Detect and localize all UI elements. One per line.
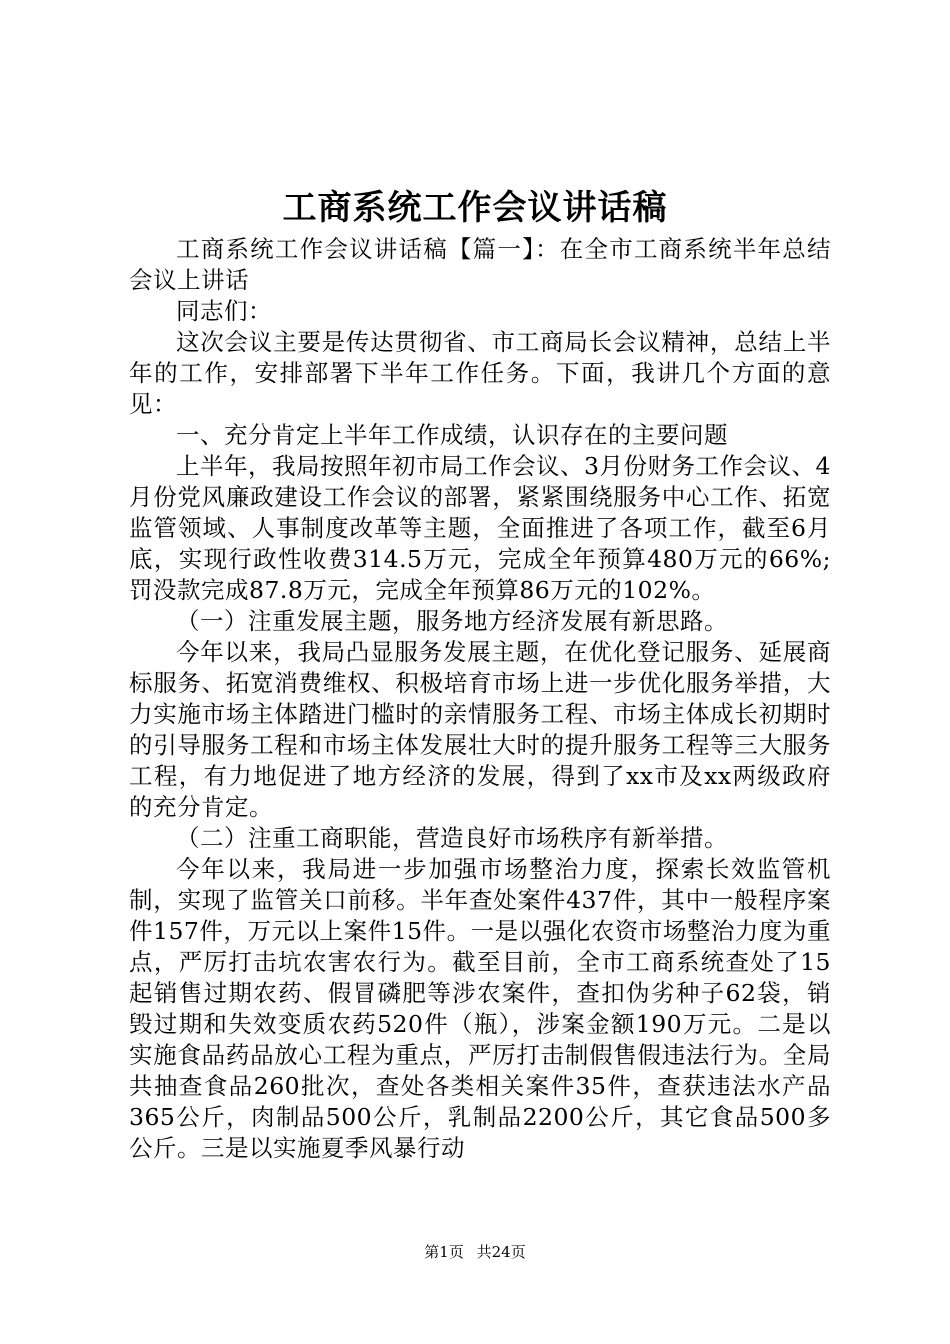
paragraph-service-development: 今年以来，我局凸显服务发展主题，在优化登记服务、延展商标服务、拓宽消费维权、积极培育市场上进一步优化服务举措，大力实施市场主体踏进门槛时的亲情服务工程、市场主体成长初期时的引导服务工程和市场主体发展壮大时的提升服务工程等三大服务工程，有力地促进了地方经济的发展，得到了xx市及xx两级政府的充分肯定。 (129, 638, 831, 821)
page-number: 第1页 (424, 1243, 464, 1261)
document-title: 工商系统工作会议讲话稿 (282, 188, 668, 228)
paragraph-market-order: 今年以来，我局进一步加强市场整治力度，探索长效监管机制，实现了监管关口前移。半年查处案件437件，其中一般程序案件157件，万元以上案件15件。一是以强化农资市场整治力度为重点，严厉打击坑农害农行为。截至目前，全市工商系统查处了15起销售过期农药、假冒磷肥等涉农案件，查扣伪劣种子62袋，销毁过期和失效变质农药520件（瓶），涉案金额190万元。二是以实施食品药品放心工程为重点，严厉打击制假售假违法行为。全局共抽查食品260批次，查处各类相关案件35件，查获违法水产品365公斤，肉制品500公斤，乳制品2200公斤，其它食品500多公斤。三是以实施夏季风暴行动 (129, 855, 831, 1162)
page-total: 共24页 (476, 1243, 526, 1261)
paragraph-opening: 这次会议主要是传达贯彻省、市工商局长会议精神，总结上半年的工作，安排部署下半年工作任务。下面，我讲几个方面的意见： (129, 328, 831, 418)
document-body (129, 234, 831, 1164)
subsection-heading-2: （二）注重工商职能，营造良好市场秩序有新举措。 (176, 824, 728, 852)
paragraph-heading-intro: 工商系统工作会议讲话稿【篇一】：在全市工商系统半年总结会议上讲话 (129, 235, 831, 294)
section-heading-1: 一、充分肯定上半年工作成绩，认识存在的主要问题 (176, 421, 728, 449)
page-footer (0, 1242, 950, 1262)
paragraph-first-half-summary: 上半年，我局按照年初市局工作会议、3月份财务工作会议、4月份党风廉政建设工作会议的部署，紧紧围绕服务中心工作、拓宽监管领域、人事制度改革等主题，全面推进了各项工作，截至6月底，实现行政性收费314.5万元，完成全年预算480万元的66%;罚没款完成87.8万元，完成全年预算86万元的102%。 (129, 452, 831, 604)
subsection-heading-1: （一）注重发展主题，服务地方经济发展有新思路。 (176, 607, 728, 635)
paragraph-salutation: 同志们： (176, 297, 272, 325)
